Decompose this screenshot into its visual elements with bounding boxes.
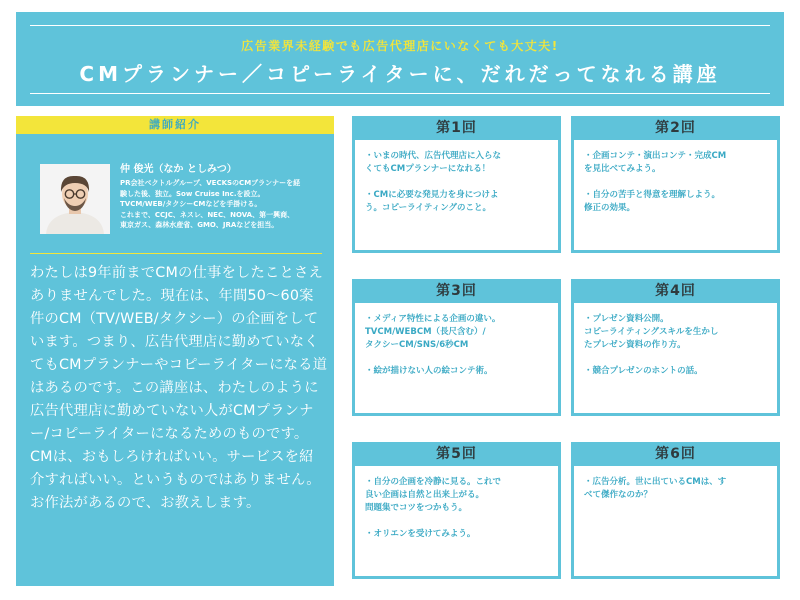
instructor-panel	[16, 116, 334, 586]
session-body	[355, 466, 558, 576]
bio-line: これまで、CCJC、ネスレ、NEC、NOVA、第一興商、	[120, 210, 295, 219]
session-line: ・自分の苦手と得意を理解しよう。	[584, 190, 721, 200]
session-title: 第2回	[655, 120, 696, 136]
session-card	[352, 279, 561, 416]
bio-line: 東京ガス、森林水産省、GMO、JRAなどを担当。	[120, 221, 279, 229]
session-line: ・メディア特性による企画の違い。	[365, 314, 501, 324]
instructor-portrait-icon	[40, 164, 110, 234]
session-body	[574, 140, 777, 250]
header-title: CMプランナー／コピーライターに、だれだってなれる講座	[79, 62, 721, 86]
session-body	[355, 140, 558, 250]
bio-line: PR会社ベクトルグループ、VECKSのCMプランナーを経	[120, 179, 301, 187]
session-line: TVCM/WEBCM（長尺含む）/	[365, 327, 486, 337]
session-line: タクシーCM/SNS/6秒CM	[365, 340, 469, 350]
session-line: ・いまの時代、広告代理店に入らな	[365, 151, 502, 161]
instructor-intro: わたしは9年前までCMの仕事をしたことさえありませんでした。現在は、年間50〜60案件のCM（TV/WEB/タクシー）の企画をしています。つまり、広告代理店に勤めていなくてもCMプランナーやコピーライターになる道はあるのです。この講座は、わたしのように広告代理店に勤めていない人がCMプランナー/コピーライターになるためのものです。CMは、おもしろければいい。サービスを紹介すればいい。というものではありません。お作法があるので、お教えします。	[30, 265, 328, 511]
session-line: ・企画コンテ・演出コンテ・完成CM	[584, 151, 727, 161]
session-line: ・絵が描けない人の絵コンテ術。	[365, 366, 493, 376]
instructor-photo	[40, 164, 110, 234]
session-line: たプレゼン資料の作り方。	[584, 340, 686, 350]
header-top-rule	[30, 25, 770, 26]
instructor-badge: 講師紹介	[16, 116, 334, 134]
session-line: 良い企画は自然と出来上がる。	[365, 490, 485, 500]
session-card	[571, 442, 780, 579]
bio-line: TVCM/WEB/タクシーCMなどを手掛ける。	[120, 200, 262, 208]
session-body	[355, 303, 558, 413]
session-card	[571, 116, 780, 253]
session-line: ・オリエンを受けてみよう。	[365, 529, 476, 539]
session-line: ・競合プレゼンのホントの話。	[584, 366, 703, 376]
session-line: う。コピーライティングのこと。	[365, 203, 492, 213]
session-title: 第3回	[436, 283, 477, 299]
session-title: 第6回	[655, 446, 696, 462]
instructor-name: 仲 俊光（なか としみつ）	[120, 164, 237, 175]
header-subtitle: 広告業界未経験でも広告代理店にいなくても大丈夫!	[241, 39, 559, 53]
header-bottom-rule	[30, 93, 770, 94]
session-line: ・自分の企画を冷静に見る。これで	[365, 477, 502, 487]
session-line: ・CMに必要な発見力を身につけよ	[365, 190, 499, 200]
instructor-bio	[120, 178, 330, 231]
session-card	[352, 442, 561, 579]
session-title: 第5回	[436, 446, 477, 462]
session-body	[574, 303, 777, 413]
session-line: べて傑作なのか？	[584, 490, 653, 500]
session-line: コピーライティングスキルを生かし	[584, 327, 719, 337]
bio-line: 験した後、独立。Sow Cruise Inc.を設立。	[120, 189, 265, 198]
session-body	[574, 466, 777, 576]
panel-divider	[30, 253, 322, 254]
session-card	[352, 116, 561, 253]
session-line: を見比べてみよう。	[584, 164, 661, 174]
course-header	[16, 12, 784, 106]
session-line: ・広告分析。世に出ているCMは、す	[584, 477, 727, 487]
session-line: くてもCMプランナーになれる！	[365, 164, 491, 174]
session-title: 第4回	[655, 283, 696, 299]
session-line: 問題集でコツをつかもう。	[365, 503, 468, 513]
session-line: ・プレゼン資料公開。	[584, 314, 669, 324]
session-card	[571, 279, 780, 416]
session-title: 第1回	[436, 120, 477, 136]
session-line: 修正の効果。	[584, 203, 636, 213]
